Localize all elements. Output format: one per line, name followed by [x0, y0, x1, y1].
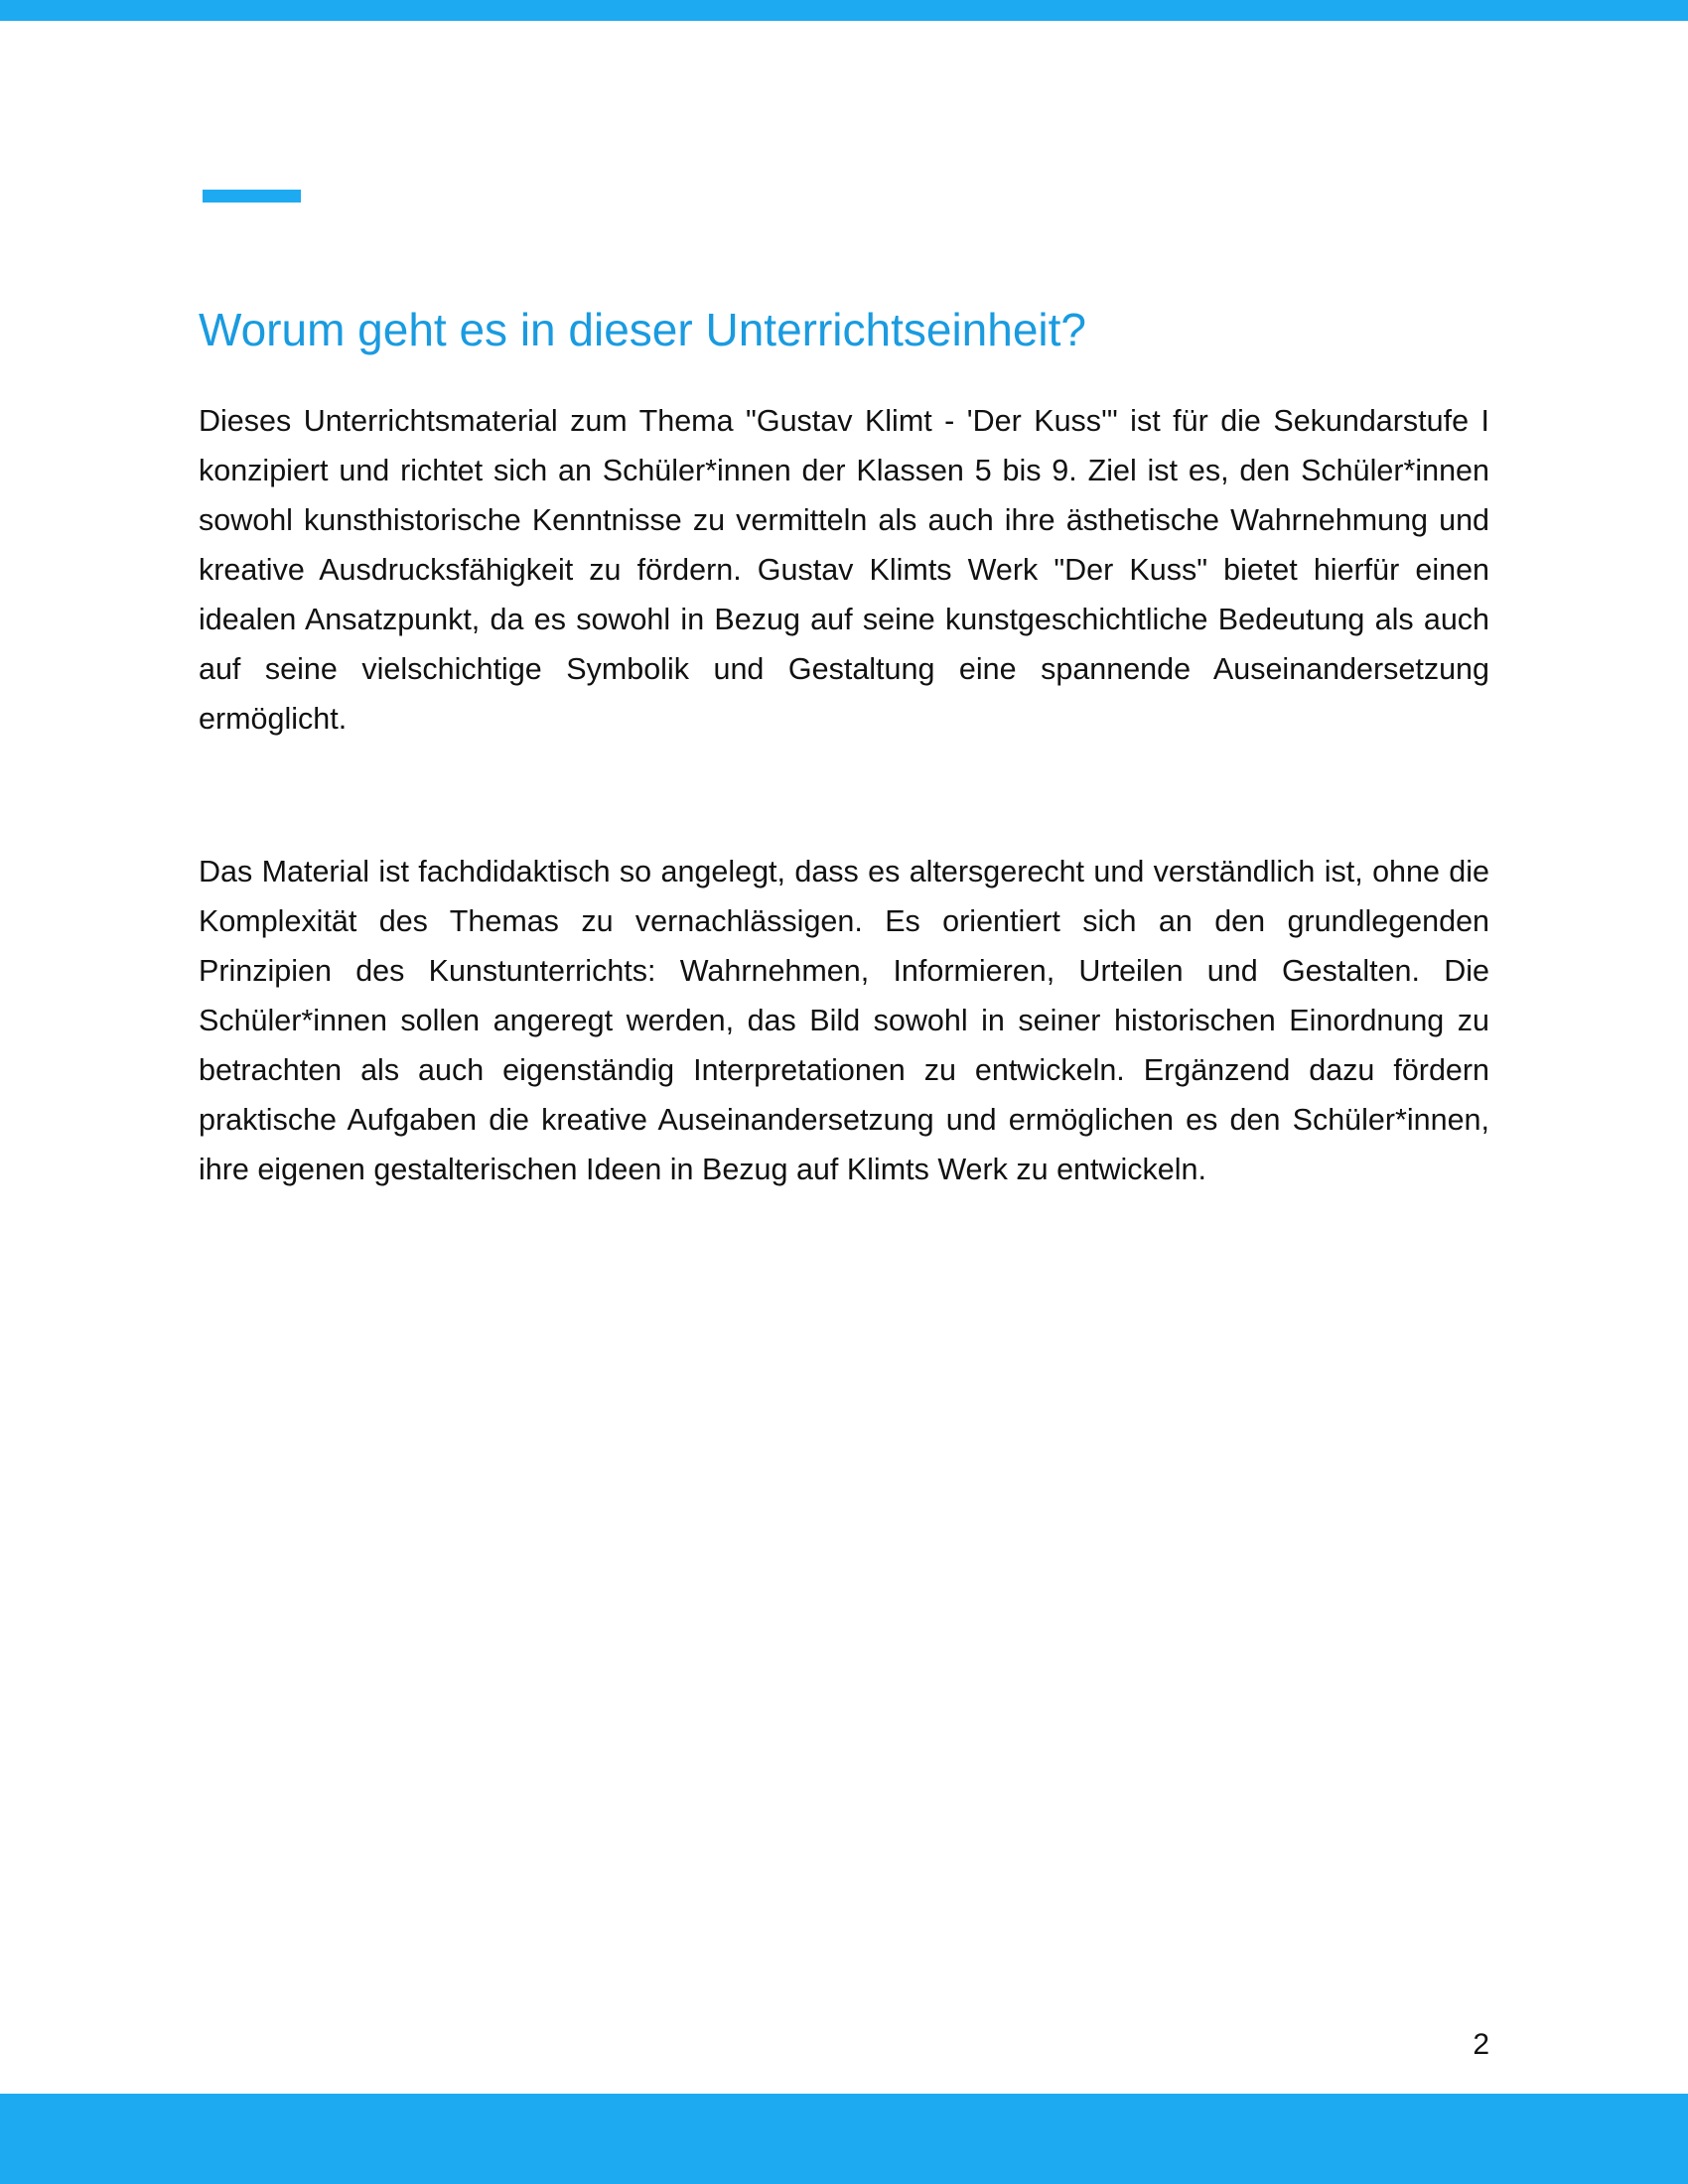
- section-heading: Worum geht es in dieser Unterrichtseinheit?: [199, 304, 1087, 355]
- page-number: 2: [1473, 2028, 1489, 2061]
- top-accent-bar: [0, 0, 1688, 21]
- intro-paragraph: Dieses Unterrichtsmaterial zum Thema "Gustav Klimt - 'Der Kuss'" ist für die Sekundarstufe I konzipiert und richtet sich an Schüler*innen der Klassen 5 bis 9. Ziel ist es, den Schüler*innen sowohl kunsthistorische Kenntnisse zu vermitteln als auch ihre ästhetische Wahrnehmung und kreative Ausdrucksfähigkeit zu fördern. Gustav Klimts Werk "Der Kuss" bietet hierfür einen idealen Ansatzpunkt, da es sowohl in Bezug auf seine kunstgeschichtliche Bedeutung als auch auf seine vielschichtige Symbolik und Gestaltung eine spannende Auseinandersetzung ermöglicht.: [199, 404, 1489, 736]
- bottom-accent-bar: [0, 2094, 1688, 2184]
- accent-dash: [203, 190, 301, 203]
- didactics-paragraph: Das Material ist fachdidaktisch so angelegt, dass es altersgerecht und verständlich ist, ohne die Komplexität des Themas zu vernachlässigen. Es orientiert sich an den grundlegenden Prinzipien des Kunstunterrichts: Wahrnehmen, Informieren, Urteilen und Gestalten. Die Schüler*innen sollen angeregt werden, das Bild sowohl in seiner historischen Einordnung zu betrachten als auch eigenständig Interpretationen zu entwickeln. Ergänzend dazu fördern praktische Aufgaben die kreative Auseinandersetzung und ermöglichen es den Schüler*innen, ihre eigenen gestalterischen Ideen in Bezug auf Klimts Werk zu entwickeln.: [199, 855, 1489, 1186]
